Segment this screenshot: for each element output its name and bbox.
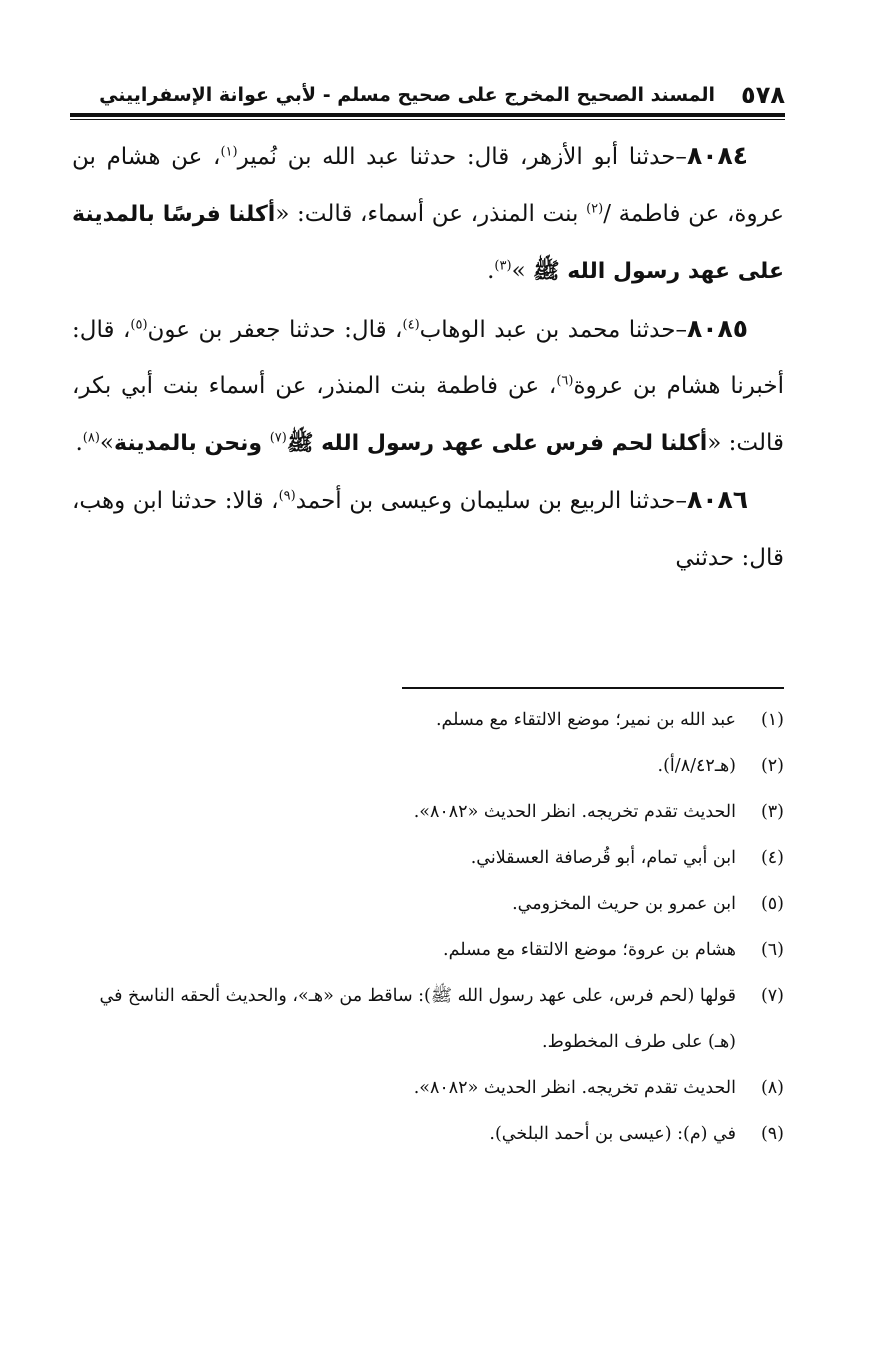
hadith-text: –حدثنا محمد بن عبد الوهاب	[419, 316, 687, 343]
hadith-text: ، قال: أخبرنا هشام بن عروة	[72, 316, 784, 399]
footnote-ref: (٢)	[586, 200, 604, 216]
footnote-item	[72, 835, 784, 881]
footnote-ref: (٥)	[130, 316, 148, 332]
footnote-text: عبد الله بن نمير؛ موضع الالتقاء مع مسلم.	[435, 710, 736, 730]
footnote-ref: (٣)	[494, 258, 512, 274]
footnote-number: (٤)	[760, 848, 784, 868]
hadith-text: ، عن هشام بن عروة، عن فاطمة /	[72, 144, 784, 227]
footnote-separator	[402, 687, 784, 689]
footnote-number: (٢)	[760, 756, 784, 776]
running-title: المسند الصحيح المخرج على صحيح مسلم - لأبي عوانة الإسفراييني	[99, 84, 716, 106]
hadith-text: ، قال: حدثنا جعفر بن عون	[147, 316, 403, 343]
footnote-item	[72, 927, 784, 973]
hadith-text: »	[99, 429, 114, 456]
footnote-text: الحديث تقدم تخريجه. انظر الحديث «٨٠٨٢».	[413, 802, 736, 822]
footnote-item	[72, 1065, 784, 1111]
footnote-text: الحديث تقدم تخريجه. انظر الحديث «٨٠٨٢».	[413, 1078, 736, 1098]
hadith-text: .	[487, 258, 495, 284]
main-text	[72, 128, 784, 586]
footnote-number: (٧)	[760, 986, 784, 1006]
footnote-item	[72, 697, 784, 743]
footnote-text: هشام بن عروة؛ موضع الالتقاء مع مسلم.	[443, 940, 736, 960]
footnote-number: (١)	[760, 710, 784, 730]
footnote-text: (هـ٨/٤٢/أ).	[657, 756, 736, 776]
hadith-text: .	[75, 429, 83, 456]
footnote-ref: (٦)	[556, 373, 574, 389]
footnote-ref: (٨)	[82, 429, 100, 445]
footnote-number: (٩)	[760, 1124, 784, 1144]
hadith-text: ، عن فاطمة بنت المنذر، عن أسماء بنت أبي بكر، قالت: «	[72, 373, 784, 456]
footnote-ref: (٧)	[269, 429, 287, 445]
footnote-item	[72, 743, 784, 789]
footnote-text: ابن عمرو بن حريث المخزومي.	[512, 894, 736, 914]
hadith-text: »	[511, 258, 533, 284]
hadith-text: ، قالا: حدثنا ابن وهب، قال: حدثني	[72, 488, 784, 571]
hadith-quote: أكلنا فرسًا بالمدينة على عهد رسول الله ﷺ	[72, 201, 784, 284]
footnote-number: (٥)	[760, 894, 784, 914]
hadith-quote: ونحن بالمدينة	[113, 430, 270, 456]
hadith-number: ٨٠٨٤	[686, 141, 748, 170]
hadith-8086	[72, 472, 784, 586]
hadith-text: بنت المنذر، عن أسماء، قالت: «	[275, 200, 587, 227]
hadith-number: ٨٠٨٥	[686, 313, 748, 343]
hadith-quote: أكلنا لحم فرس على عهد رسول الله ﷺ	[286, 430, 708, 456]
footnotes	[72, 697, 784, 1157]
footnote-item	[72, 789, 784, 835]
footnote-item	[72, 881, 784, 927]
hadith-8084	[72, 128, 784, 301]
page-header	[70, 78, 785, 112]
footnote-item	[72, 973, 784, 1065]
header-rule-thin	[70, 119, 785, 120]
footnote-ref: (٤)	[402, 316, 420, 332]
footnote-number: (٦)	[760, 940, 784, 960]
hadith-number: ٨٠٨٦	[686, 485, 748, 514]
footnote-number: (٨)	[760, 1078, 784, 1098]
footnote-text: في (م): (عيسى بن أحمد البلخي).	[489, 1124, 736, 1144]
footnote-ref: (٩)	[278, 488, 296, 504]
footnote-item	[72, 1111, 784, 1157]
hadith-8085	[72, 301, 784, 473]
footnote-ref: (١)	[220, 144, 238, 160]
page-number: ٥٧٨	[741, 81, 785, 109]
hadith-text: –حدثنا أبو الأزهر، قال: حدثنا عبد الله بن نُمير	[237, 144, 687, 170]
footnote-text: قولها (لحم فرس، على عهد رسول الله ﷺ): ساقط من «هـ»، والحديث ألحقه الناسخ في (هـ) على طرف المخطوط.	[99, 986, 736, 1052]
header-rule	[70, 113, 785, 117]
footnote-number: (٣)	[760, 802, 784, 822]
hadith-text: –حدثنا الربيع بن سليمان وعيسى بن أحمد	[295, 488, 687, 514]
footnote-text: ابن أبي تمام، أبو قُرصافة العسقلاني.	[470, 848, 736, 868]
